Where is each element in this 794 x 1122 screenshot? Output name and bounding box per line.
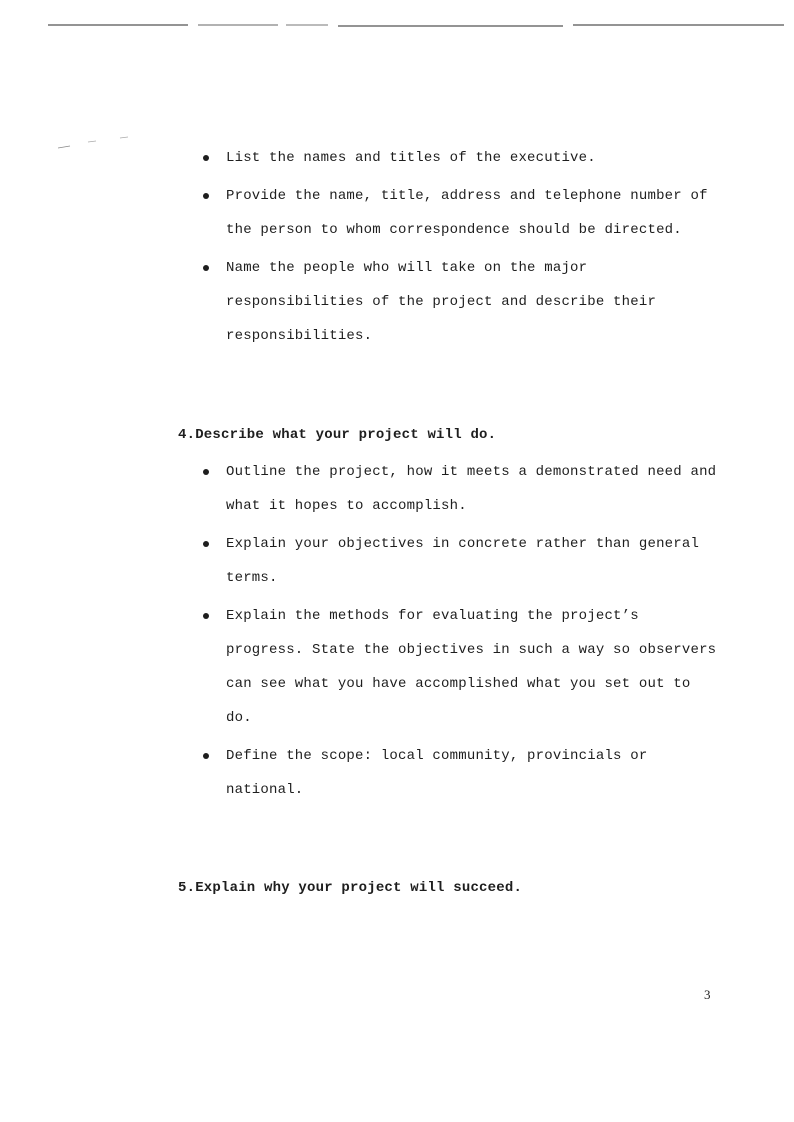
section-4-heading bbox=[178, 427, 496, 443]
bullet-dot-icon bbox=[203, 469, 209, 475]
bullet-dot-icon bbox=[203, 613, 209, 619]
bullet-item bbox=[198, 527, 718, 595]
bullet-dot-icon bbox=[203, 155, 209, 161]
section-5-number: 5. bbox=[178, 880, 196, 896]
bullet-item bbox=[198, 179, 718, 247]
bullet-item bbox=[198, 739, 718, 807]
bullet-text: Define the scope: local community, provincials or national. bbox=[226, 748, 648, 798]
bullet-item bbox=[198, 251, 718, 353]
bullet-item bbox=[198, 455, 718, 523]
section-4-number: 4. bbox=[178, 427, 196, 443]
section-5-title: Explain why your project will succeed. bbox=[195, 880, 523, 896]
bullet-item bbox=[198, 599, 718, 735]
bullet-dot-icon bbox=[203, 753, 209, 759]
page-number: 3 bbox=[704, 987, 711, 1002]
scan-mark bbox=[58, 136, 128, 150]
bullet-dot-icon bbox=[203, 193, 209, 199]
bullet-text: Outline the project, how it meets a demonstrated need and what it hopes to accomplish. bbox=[226, 464, 717, 514]
section-4-bullet-list bbox=[198, 455, 718, 811]
bullet-dot-icon bbox=[203, 541, 209, 547]
bullet-text: Explain the methods for evaluating the project’s progress. State the objectives in such a way so observers can see what you have accomplished what you set out to do. bbox=[226, 608, 717, 726]
section-5-heading bbox=[178, 880, 522, 896]
contacts-bullet-list bbox=[198, 141, 718, 357]
bullet-text: Provide the name, title, address and telephone number of the person to whom correspondence should be directed. bbox=[226, 188, 708, 238]
bullet-dot-icon bbox=[203, 265, 209, 271]
bullet-text: List the names and titles of the executive. bbox=[226, 150, 596, 166]
section-4-title: Describe what your project will do. bbox=[195, 427, 497, 443]
bullet-text: Explain your objectives in concrete rather than general terms. bbox=[226, 536, 700, 586]
bullet-text: Name the people who will take on the major responsibilities of the project and describe their responsibilities. bbox=[226, 260, 657, 344]
header-rule bbox=[48, 24, 784, 28]
bullet-item bbox=[198, 141, 718, 175]
